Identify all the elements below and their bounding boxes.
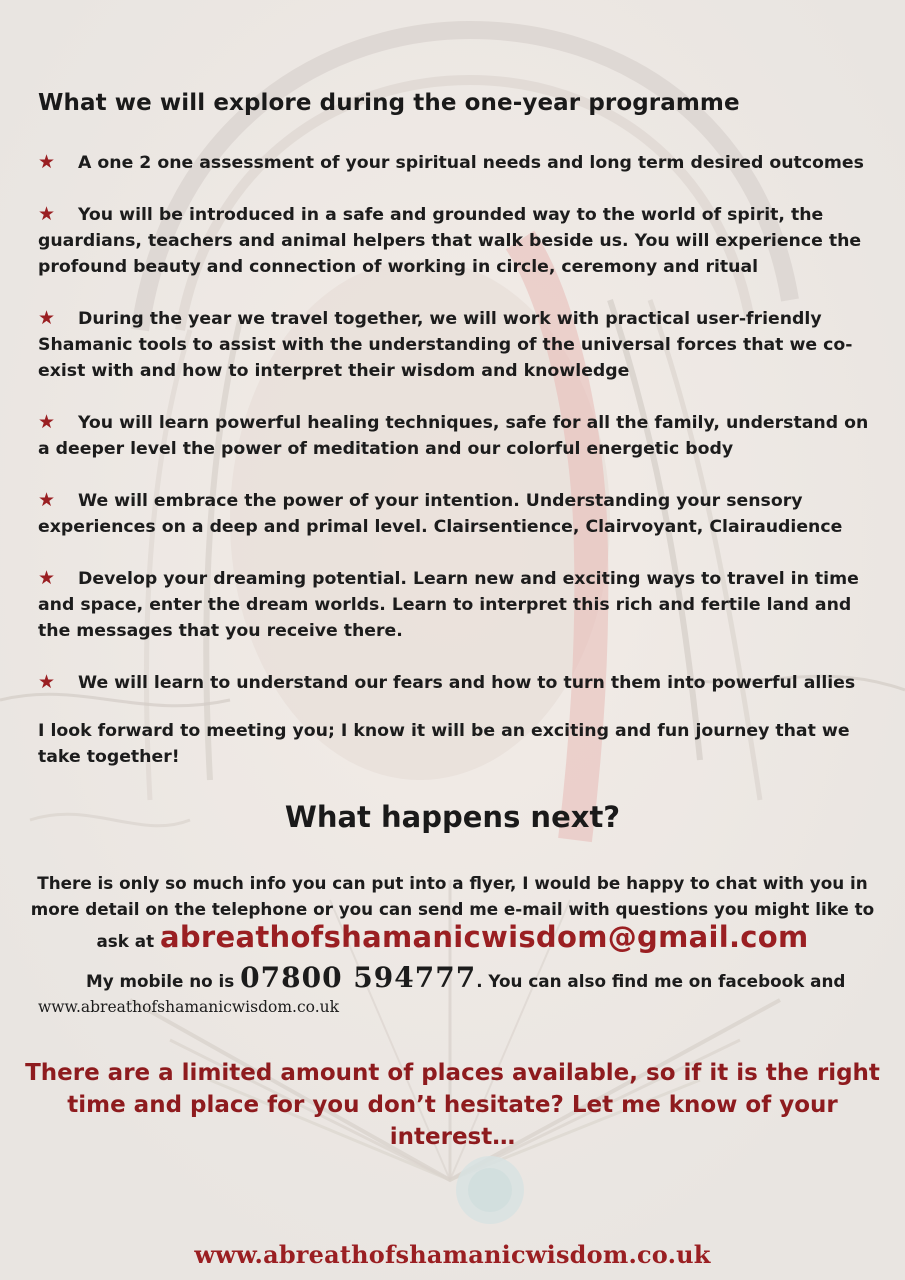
list-item xyxy=(38,488,873,540)
mobile-line xyxy=(38,961,888,1019)
next-steps-heading: What happens next? xyxy=(284,800,621,834)
mobile-number[interactable]: 07800 594777 xyxy=(240,961,477,994)
programme-list xyxy=(38,150,873,722)
closing-paragraph: I look forward to meeting you; I know it will be an exciting and fun journey that we take together! xyxy=(38,721,850,767)
star-icon: ★ xyxy=(38,151,56,173)
list-item xyxy=(38,306,873,384)
list-item-text: You will learn powerful healing techniques, safe for all the family, understand on a deeper level the power of meditation and our colorful energetic body xyxy=(38,413,869,459)
mobile-suffix: . You can also find me on facebook and xyxy=(476,971,846,991)
contact-info-text: There is only so much info you can put into a flyer, I would be happy to chat with you in more detail on the telephone or you can send me e-mail with questions you might like to ask at xyxy=(30,873,875,951)
website-link-small[interactable]: www.abreathofshamanicwisdom.co.uk xyxy=(38,998,339,1016)
list-item xyxy=(38,566,873,644)
star-icon: ★ xyxy=(38,489,56,511)
list-item-text: Develop your dreaming potential. Learn new and exciting ways to travel in time and space, enter the dream worlds. Learn to interpret this rich and fertile land and the messages that you receive there. xyxy=(38,569,859,641)
list-item xyxy=(38,410,873,462)
list-item-text: We will embrace the power of your intention. Understanding your sensory experiences on a deep and primal level. Clairsentience, Clairvoyant, Clairaudience xyxy=(38,491,843,537)
footer-website-link[interactable]: www.abreathofshamanicwisdom.co.uk xyxy=(194,1240,711,1269)
list-item xyxy=(38,202,873,280)
star-icon: ★ xyxy=(38,203,56,225)
list-item xyxy=(38,670,873,696)
list-item-text: You will be introduced in a safe and grounded way to the world of spirit, the guardians, teachers and animal helpers that walk beside us. You will experience the profound beauty and connection of working in circle, ceremony and ritual xyxy=(38,205,862,277)
contact-info xyxy=(30,870,875,954)
page-title: What we will explore during the one-year programme xyxy=(38,90,740,116)
star-icon: ★ xyxy=(38,411,56,433)
star-icon: ★ xyxy=(38,567,56,589)
email-link[interactable]: abreathofshamanicwisdom@gmail.com xyxy=(159,920,809,954)
star-icon: ★ xyxy=(38,671,56,693)
list-item xyxy=(38,150,873,176)
list-item-text: During the year we travel together, we will work with practical user-friendly Shamanic tools to assist with the understanding of the universal forces that we co-exist with and how to interpret their wisdom and knowledge xyxy=(38,309,853,381)
list-item-text: A one 2 one assessment of your spiritual needs and long term desired outcomes xyxy=(78,153,864,173)
limited-places-notice: There are a limited amount of places available, so if it is the right time and place for you don’t hesitate? Let me know of your interest… xyxy=(25,1060,880,1150)
mobile-prefix: My mobile no is xyxy=(86,971,235,991)
star-icon: ★ xyxy=(38,307,56,329)
list-item-text: We will learn to understand our fears and how to turn them into powerful allies xyxy=(78,673,856,693)
